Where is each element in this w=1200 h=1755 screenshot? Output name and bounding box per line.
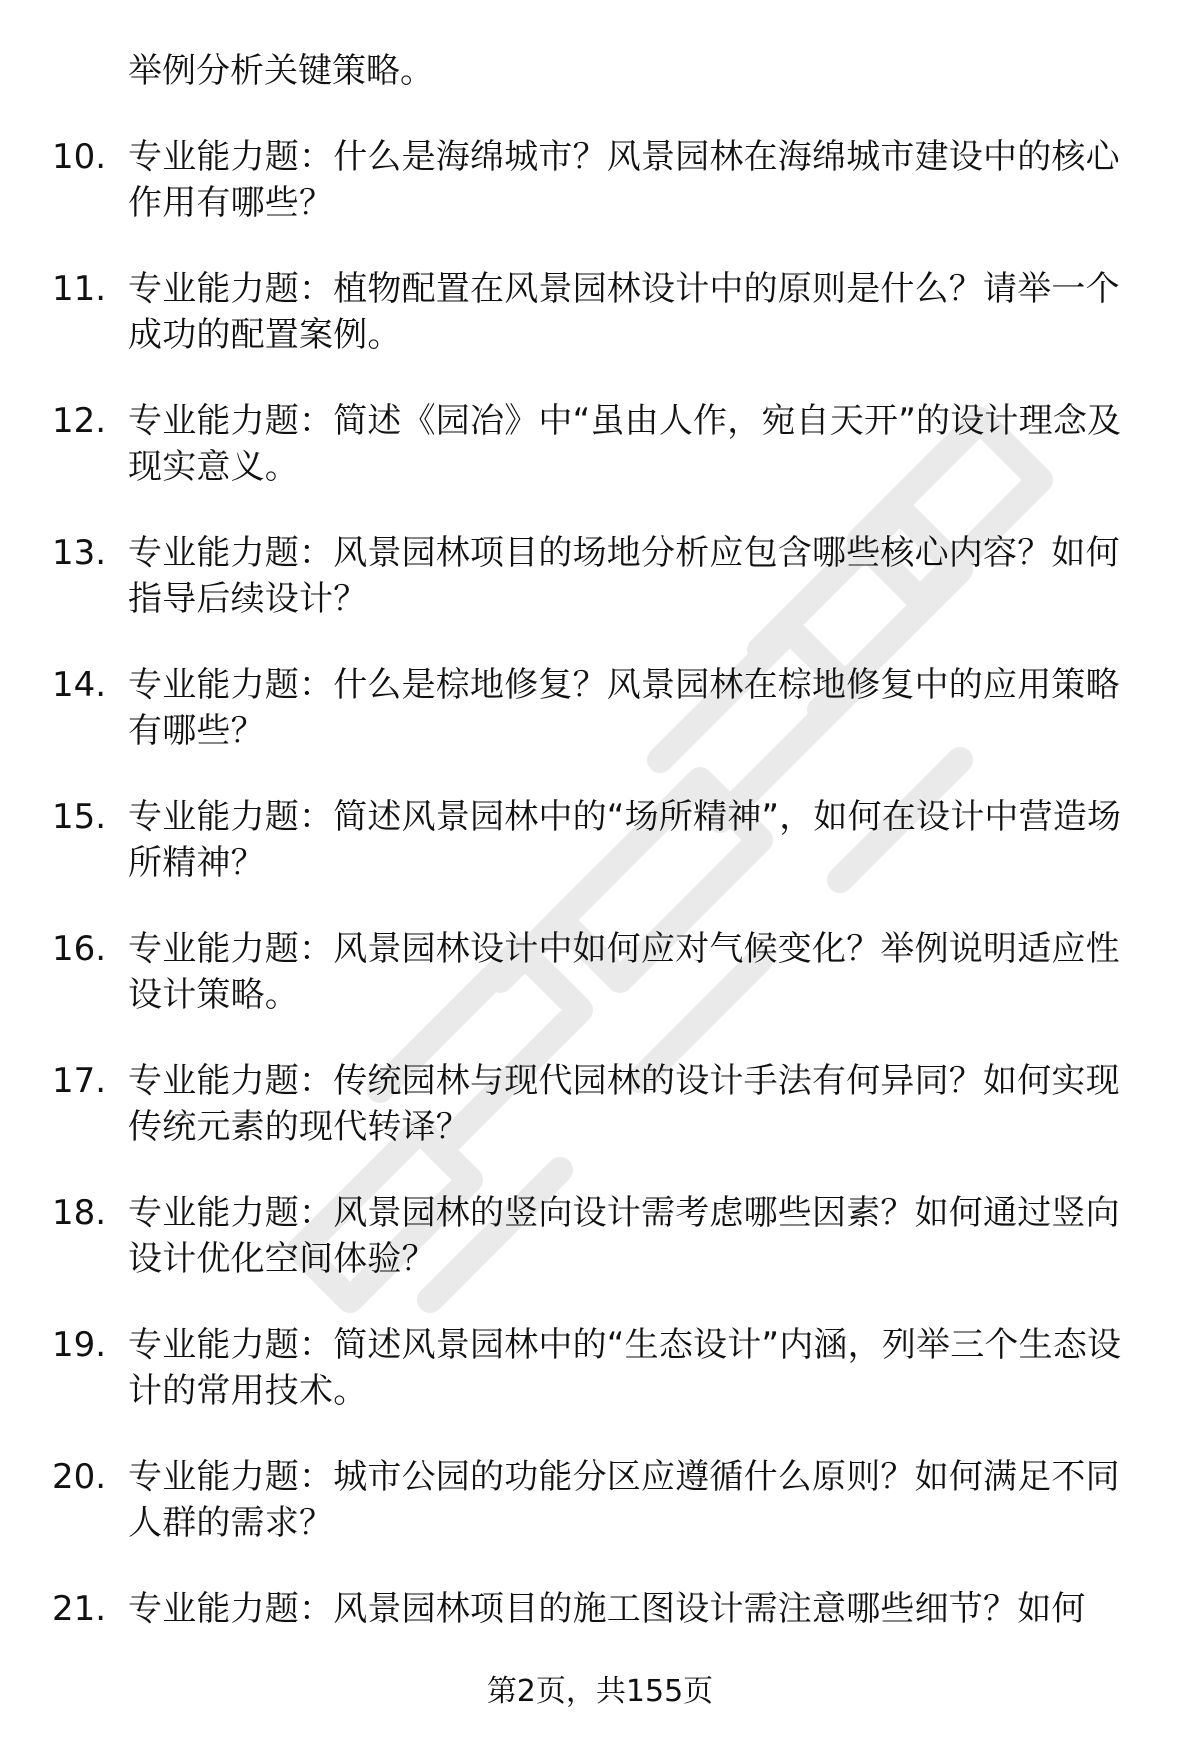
question-text: 专业能力题：简述风景园林中的“场所精神”，如何在设计中营造场所精神？ xyxy=(128,797,1122,883)
question-text: 专业能力题：植物配置在风景园林设计中的原则是什么？请举一个成功的配置案例。 xyxy=(128,269,1120,355)
question-item xyxy=(0,1190,1138,1282)
question-list xyxy=(0,134,1200,1632)
question-number: 18. xyxy=(52,1193,107,1233)
question-item xyxy=(0,1586,1138,1632)
question-number: 14. xyxy=(52,665,107,705)
question-number: 13. xyxy=(52,533,107,573)
question-item xyxy=(0,926,1138,1018)
question-number: 10. xyxy=(52,137,107,177)
page-indicator: 第2页，共155页 xyxy=(486,1674,714,1709)
question-item xyxy=(0,662,1138,754)
question-item xyxy=(0,1322,1138,1414)
question-number: 17. xyxy=(52,1061,107,1101)
question-number: 21. xyxy=(52,1589,107,1629)
question-number: 11. xyxy=(52,269,107,309)
question-item xyxy=(0,134,1138,226)
question-item xyxy=(0,398,1138,490)
question-number: 16. xyxy=(52,929,107,969)
question-number: 15. xyxy=(52,797,107,837)
question-item xyxy=(0,266,1138,358)
question-item xyxy=(0,530,1138,622)
question-text: 专业能力题：风景园林项目的施工图设计需注意哪些细节？如何 xyxy=(128,1589,1086,1629)
question-text: 专业能力题：传统园林与现代园林的设计手法有何异同？如何实现传统元素的现代转译？ xyxy=(128,1061,1120,1147)
document-content xyxy=(0,48,1200,1672)
question-number: 12. xyxy=(52,401,107,441)
question-text: 专业能力题：简述《园冶》中“虽由人作，宛自天开”的设计理念及现实意义。 xyxy=(128,401,1122,487)
question-text: 专业能力题：简述风景园林中的“生态设计”内涵，列举三个生态设计的常用技术。 xyxy=(128,1325,1122,1411)
question-item xyxy=(0,1058,1138,1150)
question-number: 20. xyxy=(52,1457,107,1497)
question-text: 专业能力题：什么是海绵城市？风景园林在海绵城市建设中的核心作用有哪些？ xyxy=(128,137,1120,223)
question-text: 专业能力题：什么是棕地修复？风景园林在棕地修复中的应用策略有哪些？ xyxy=(128,665,1120,751)
question-text: 专业能力题：风景园林的竖向设计需考虑哪些因素？如何通过竖向设计优化空间体验？ xyxy=(128,1193,1120,1279)
question-item xyxy=(0,1454,1138,1546)
question-text: 专业能力题：风景园林项目的场地分析应包含哪些核心内容？如何指导后续设计？ xyxy=(128,533,1120,619)
question-text: 专业能力题：风景园林设计中如何应对气候变化？举例说明适应性设计策略。 xyxy=(128,929,1120,1015)
question-item xyxy=(0,794,1138,886)
question-text: 专业能力题：城市公园的功能分区应遵循什么原则？如何满足不同人群的需求？ xyxy=(128,1457,1120,1543)
previous-question-continuation: 举例分析关键策略。 xyxy=(128,51,434,91)
question-number: 19. xyxy=(52,1325,107,1365)
